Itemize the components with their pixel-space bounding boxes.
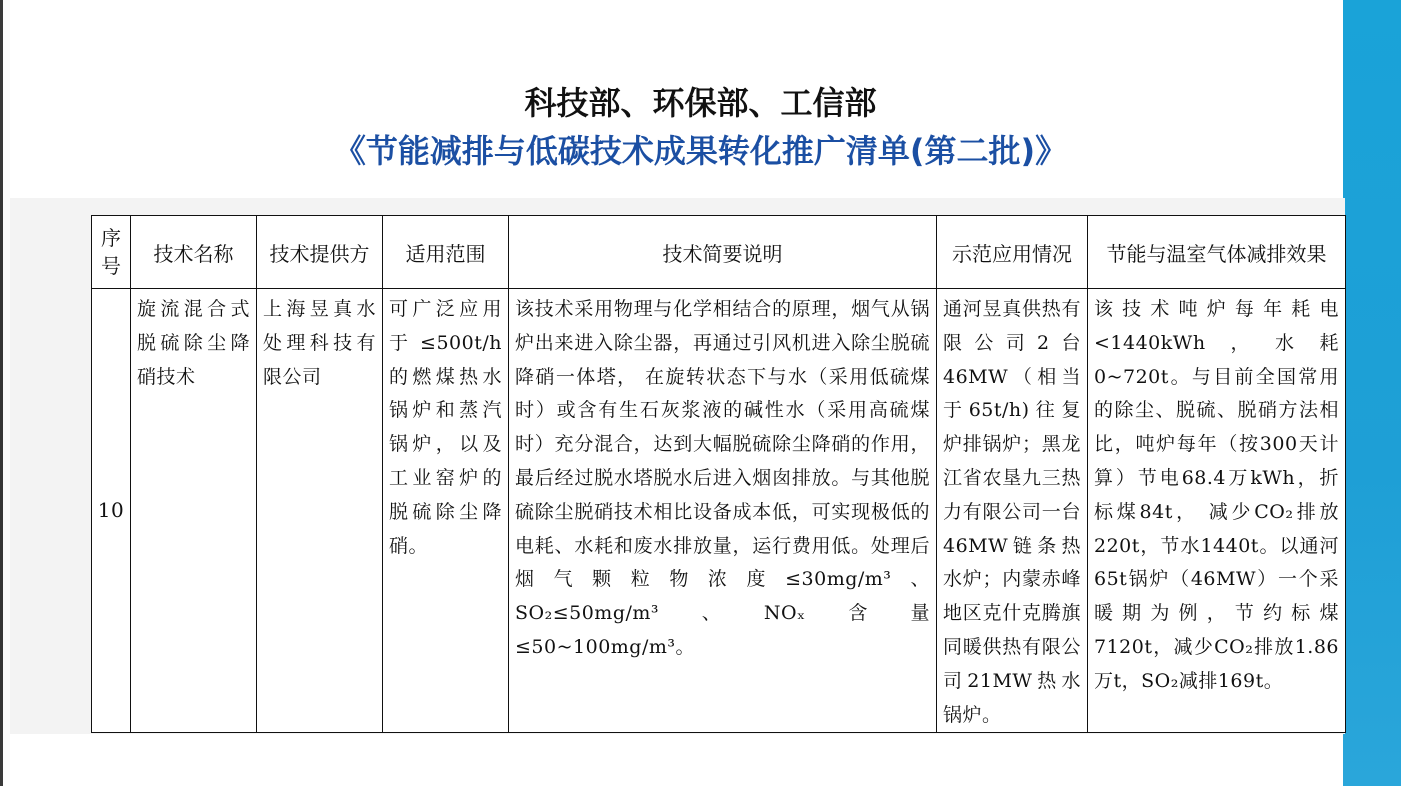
page-title-line2: 《节能减排与低碳技术成果转化推广清单(第二批)》 [333,132,1068,170]
cell-scope: 可广泛应用于 ≤500t/h的燃煤热水锅炉和蒸汽锅炉，以及工业窑炉的脱硫除尘降硝。 [383,289,509,733]
header-name: 技术名称 [131,216,257,289]
header-scope: 适用范围 [383,216,509,289]
table-header-row [92,216,1346,289]
cell-effect: 该技术吨炉每年耗电<1440kWh，水耗0~720t。与目前全国常用的除尘、脱硫、脱硝方法相比，吨炉每年（按300天计算）节电68.4万kWh，折标煤84t， 减少CO₂排放220t，节水1440t。以通河65t锅炉（46MW）一个采暖期为例，节约标煤7120t，减少CO₂排放1.86万t，SO₂减排169t。 [1088,289,1346,733]
header-seq [92,216,131,289]
cell-name: 旋流混合式脱硫除尘降硝技术 [131,289,257,733]
header-demo: 示范应用情况 [937,216,1088,289]
header-seq-bottom: 号 [101,254,121,278]
header-seq-top: 序 [101,226,121,250]
header-description: 技术简要说明 [509,216,937,289]
cell-seq: 10 [92,289,131,733]
technology-list-table [91,215,1346,733]
cell-description: 该技术采用物理与化学相结合的原理，烟气从锅炉出来进入除尘器，再通过引风机进入除尘脱硫降硝一体塔， 在旋转状态下与水（采用低硫煤时）或含有生石灰浆液的碱性水（采用高硫煤时）充分混合，达到大幅脱硫除尘降硝的作用，最后经过脱水塔脱水后进入烟囱排放。与其他脱硫除尘脱硝技术相比设备成本低，可实现极低的电耗、水耗和废水排放量，运行费用低。处理后烟气颗粒物浓度≤30mg/m³、SO₂≤50mg/m³、NOₓ含量≤50~100mg/m³。 [509,289,937,733]
header-effect: 节能与温室气体减排效果 [1088,216,1346,289]
table-row [92,289,1346,733]
page-title-line1: 科技部、环保部、工信部 [524,84,877,122]
cell-demo: 通河昱真供热有限公司2台46MW（相当于65t/h)往复炉排锅炉；黑龙江省农垦九三热力有限公司一台46MW链条热水炉；内蒙赤峰地区克什克腾旗同暖供热有限公司21MW热水锅炉。 [937,289,1088,733]
header-provider: 技术提供方 [257,216,383,289]
cell-provider: 上海昱真水处理科技有限公司 [257,289,383,733]
